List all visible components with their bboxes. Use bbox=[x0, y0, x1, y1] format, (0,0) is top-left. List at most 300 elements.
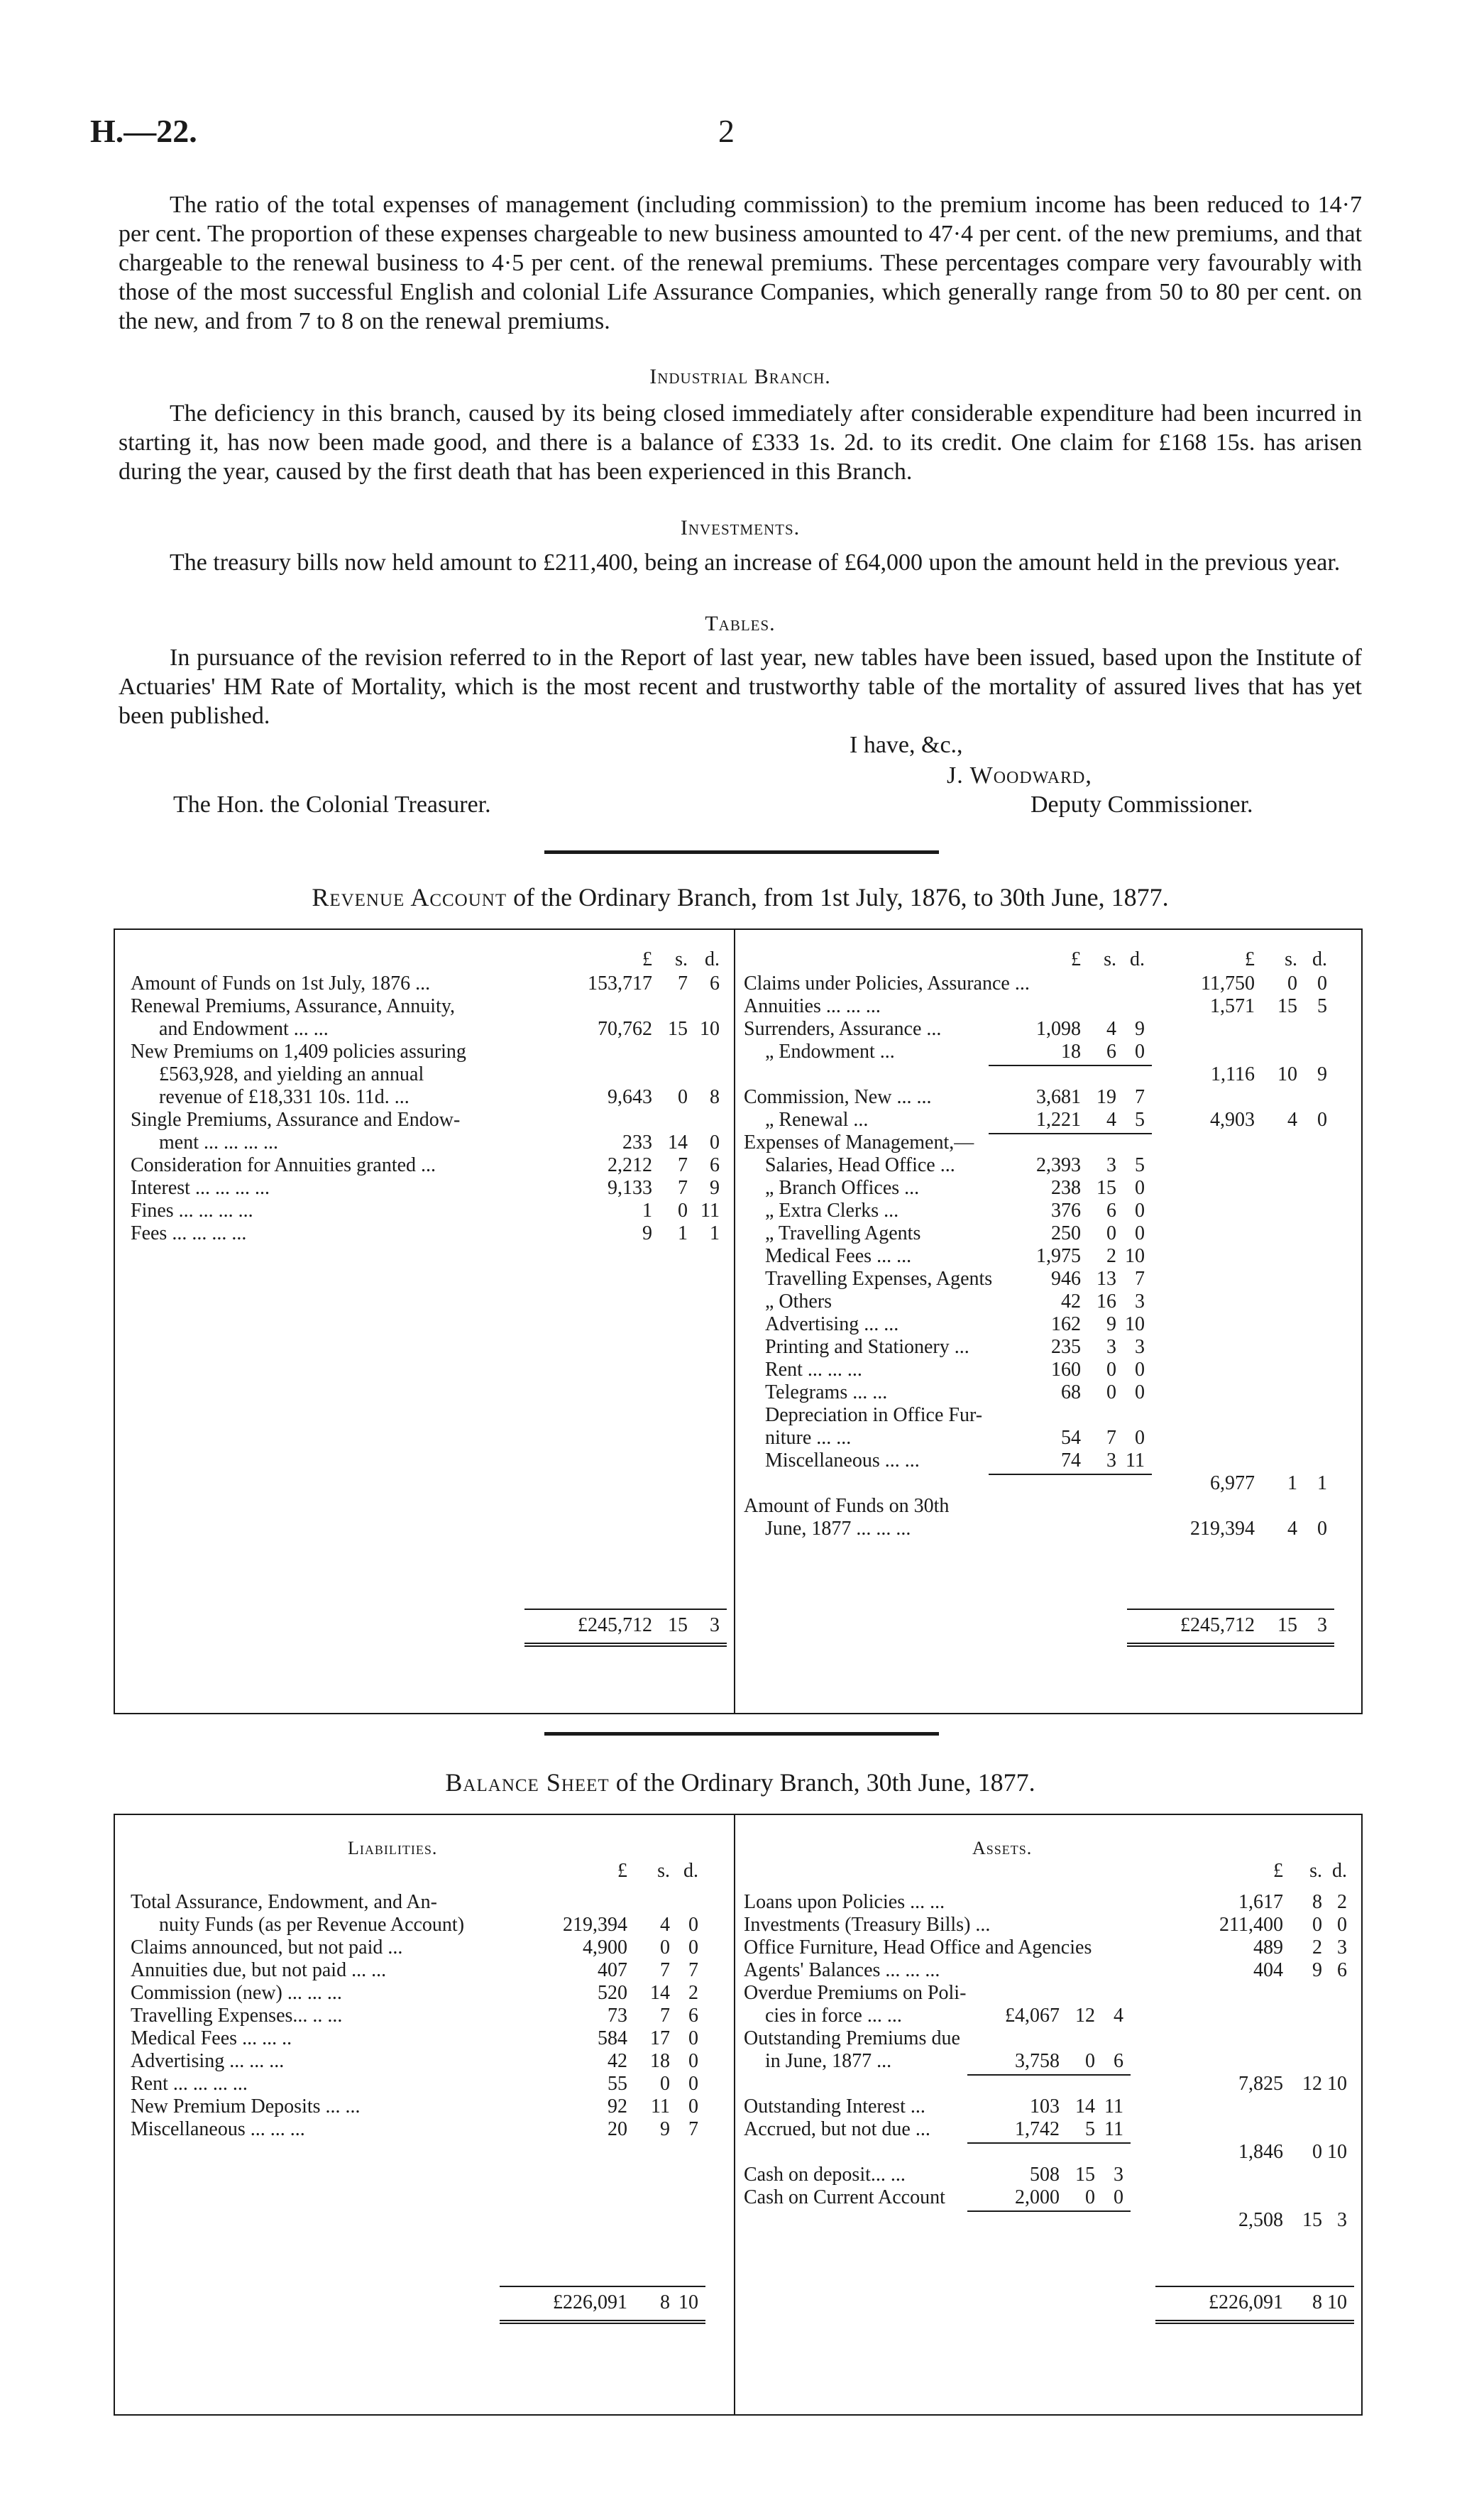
ledger-label: Renewal Premiums, Assurance, Annuity, bbox=[131, 995, 456, 1017]
ledger-row bbox=[131, 2050, 727, 2073]
total-double-rule bbox=[1155, 2320, 1354, 2324]
amount-pounds: £4,067 bbox=[1005, 2005, 1060, 2027]
ledger-label: Annuities due, but not paid ... ... bbox=[131, 1959, 387, 1981]
amount-pounds: 68 bbox=[1061, 1381, 1081, 1403]
subtotal-pence: 6 bbox=[1337, 1959, 1347, 1981]
amount-pence: 0 bbox=[1135, 1359, 1145, 1381]
ledger-label: „ Extra Clerks ... bbox=[765, 1200, 899, 1222]
amount-pounds: 42 bbox=[1061, 1291, 1081, 1313]
ledger-label: Agents' Balances ... ... ... bbox=[744, 1959, 940, 1981]
paragraph-text: The ratio of the total expenses of management (including commission) to the premium income has been reduced to 14·7 per cent. The proportion of these expenses chargeable to new business amounted to 47·4 per cent. of the new premiums, and that chargeable to the renewal business to 4·5 per cent. of the renewal premiums. These percentages compare very favourably with those of the most successful English and colonial Life Assurance Companies, which generally range from 50 to 80 per cent. on the new, and from 7 to 8 on the renewal premiums. bbox=[119, 192, 1362, 334]
amount-shillings: 7 bbox=[660, 1959, 670, 1981]
amount-pounds: 508 bbox=[1030, 2164, 1060, 2186]
ledger-label: New Premium Deposits ... ... bbox=[131, 2095, 361, 2117]
amount-shillings: 3 bbox=[1106, 1154, 1116, 1176]
amount-shillings: 0 bbox=[1085, 2050, 1095, 2072]
amount-shillings: 7 bbox=[678, 972, 688, 995]
currency-pound-header: £ bbox=[1245, 948, 1255, 970]
amount-pounds: 160 bbox=[1051, 1359, 1081, 1381]
amount-pence: 8 bbox=[710, 1086, 720, 1108]
ledger-row bbox=[744, 1063, 1354, 1086]
total-pounds: £245,712 bbox=[578, 1614, 652, 1636]
subtotal-shillings: 4 bbox=[1287, 1109, 1297, 1131]
amount-pounds: 4,900 bbox=[583, 1936, 627, 1958]
amount-pence: 7 bbox=[1135, 1086, 1145, 1108]
amount-shillings: 0 bbox=[678, 1086, 688, 1108]
currency-pence-header: d. bbox=[705, 948, 720, 970]
amount-shillings: 14 bbox=[1075, 2095, 1095, 2117]
balance-liabilities-side bbox=[131, 1860, 727, 2406]
ledger-row bbox=[744, 1222, 1354, 1245]
ledger-label: Expenses of Management,— bbox=[744, 1132, 974, 1154]
ledger-row bbox=[131, 2073, 727, 2095]
ledger-label: revenue of £18,331 10s. 11d. ... bbox=[159, 1086, 410, 1108]
amount-pounds: 3,758 bbox=[1015, 2050, 1060, 2072]
amount-pounds: 55 bbox=[608, 2073, 627, 2095]
amount-pence: 6 bbox=[1114, 2050, 1123, 2072]
ledger-row bbox=[744, 1268, 1354, 1291]
ledger-label: „ Travelling Agents bbox=[765, 1222, 921, 1244]
ledger-row bbox=[744, 1041, 1354, 1063]
amount-pounds: 103 bbox=[1030, 2095, 1060, 2117]
amount-pounds: 584 bbox=[598, 2027, 627, 2049]
ledger-row bbox=[744, 2027, 1354, 2050]
subtotal-pounds: 1,116 bbox=[1211, 1063, 1255, 1085]
ledger-label: Advertising ... ... bbox=[765, 1313, 899, 1335]
total-shillings: 8 bbox=[660, 2291, 670, 2313]
ledger-row bbox=[744, 1427, 1354, 1450]
total-rule bbox=[1155, 2286, 1354, 2287]
ledger-row bbox=[131, 1222, 727, 1245]
amount-pence: 6 bbox=[710, 1154, 720, 1176]
ledger-label: Amount of Funds on 30th bbox=[744, 1495, 950, 1517]
amount-shillings: 16 bbox=[1096, 1291, 1116, 1313]
subtotal-shillings: 15 bbox=[1302, 2209, 1322, 2231]
amount-pounds: 1 bbox=[642, 1200, 652, 1222]
section-divider bbox=[544, 850, 939, 854]
amount-shillings: 6 bbox=[1106, 1041, 1116, 1063]
subtotal-pounds: 4,903 bbox=[1210, 1109, 1255, 1131]
ledger-label: Amount of Funds on 1st July, 1876 ... bbox=[131, 972, 431, 995]
ledger-label: in June, 1877 ... bbox=[765, 2050, 892, 2072]
subtotal-pence: 0 bbox=[1317, 1518, 1327, 1540]
ledger-row bbox=[744, 1336, 1354, 1359]
amount-pence: 6 bbox=[710, 972, 720, 995]
amount-pounds: 74 bbox=[1061, 1450, 1081, 1472]
addressee: The Hon. the Colonial Treasurer. bbox=[173, 791, 491, 818]
ledger-label: „ Others bbox=[765, 1291, 832, 1313]
paragraph-text: In pursuance of the revision referred to in the Report of last year, new tables have been issued, based upon the Institute of Actuaries' HM Rate of Mortality, which is the most recent and trustworthy table of the mortality of assured lives that has yet been published. bbox=[119, 645, 1362, 729]
currency-pence-header: d. bbox=[1130, 948, 1145, 970]
amount-pence: 0 bbox=[710, 1132, 720, 1154]
ledger-row bbox=[744, 2186, 1354, 2209]
ledger-label: „ Branch Offices ... bbox=[765, 1177, 920, 1199]
amount-pence: 9 bbox=[1135, 1018, 1145, 1040]
ledger-label: Telegrams ... ... bbox=[765, 1381, 888, 1403]
ledger-label: Loans upon Policies ... ... bbox=[744, 1891, 945, 1913]
assets-heading: Assets. bbox=[972, 1838, 1033, 1858]
ledger-row bbox=[131, 2005, 727, 2027]
balance-title-caps: Balance Sheet bbox=[445, 1768, 610, 1797]
amount-shillings: 4 bbox=[1106, 1018, 1116, 1040]
ledger-label: Salaries, Head Office ... bbox=[765, 1154, 955, 1176]
amount-shillings: 0 bbox=[1106, 1359, 1116, 1381]
ledger-label: Interest ... ... ... ... bbox=[131, 1177, 270, 1199]
amount-shillings: 2 bbox=[1106, 1245, 1116, 1267]
amount-pounds: 42 bbox=[608, 2050, 627, 2072]
total-pence: 10 bbox=[678, 2291, 698, 2313]
ledger-row bbox=[744, 1404, 1354, 1427]
ledger-row bbox=[131, 2095, 727, 2118]
ledger-row bbox=[744, 972, 1354, 995]
amount-pounds: 2,212 bbox=[608, 1154, 652, 1176]
amount-shillings: 14 bbox=[668, 1132, 688, 1154]
amount-shillings: 5 bbox=[1085, 2118, 1095, 2140]
ledger-row bbox=[744, 1109, 1354, 1132]
subtotal-shillings: 2 bbox=[1312, 1936, 1322, 1958]
subtotal-shillings: 12 bbox=[1302, 2073, 1322, 2095]
ledger-row bbox=[131, 2027, 727, 2050]
ledger-label: £563,928, and yielding an annual bbox=[159, 1063, 424, 1085]
balance-column-divider bbox=[734, 1814, 735, 2416]
subtotal-shillings: 0 bbox=[1312, 1914, 1322, 1936]
subtotal-shillings: 9 bbox=[1312, 1959, 1322, 1981]
heading-investments: Investments. bbox=[680, 516, 801, 539]
currency-pence-header: d. bbox=[1312, 948, 1327, 970]
subtotal-pounds: 1,571 bbox=[1210, 995, 1255, 1017]
amount-pence: 3 bbox=[1135, 1291, 1145, 1313]
currency-pound-header: £ bbox=[1071, 948, 1081, 970]
amount-shillings: 1 bbox=[678, 1222, 688, 1244]
amount-pence: 0 bbox=[1135, 1200, 1145, 1222]
currency-shilling-header: s. bbox=[675, 948, 688, 970]
ledger-label: Fees ... ... ... ... bbox=[131, 1222, 247, 1244]
currency-pence-header: d. bbox=[683, 1860, 698, 1882]
ledger-row bbox=[744, 1959, 1354, 1982]
subtotal-pence: 10 bbox=[1327, 2073, 1347, 2095]
total-double-rule bbox=[524, 1643, 727, 1647]
ledger-label: Depreciation in Office Fur- bbox=[765, 1404, 983, 1426]
subtotal-pence: 10 bbox=[1327, 2141, 1347, 2163]
amount-pence: 4 bbox=[1114, 2005, 1123, 2027]
total-pence: 10 bbox=[1327, 2291, 1347, 2313]
ledger-label: Overdue Premiums on Poli- bbox=[744, 1982, 967, 2004]
balance-assets-side bbox=[744, 1860, 1354, 2406]
amount-pence: 0 bbox=[1135, 1041, 1145, 1063]
amount-shillings: 0 bbox=[660, 2073, 670, 2095]
ledger-label: Medical Fees ... ... .. bbox=[131, 2027, 292, 2049]
amount-shillings: 7 bbox=[678, 1177, 688, 1199]
amount-pounds: 70,762 bbox=[598, 1018, 652, 1040]
amount-shillings: 0 bbox=[1085, 2186, 1095, 2208]
amount-shillings: 3 bbox=[1106, 1450, 1116, 1472]
amount-pence: 7 bbox=[1135, 1268, 1145, 1290]
report-paragraph-3 bbox=[119, 548, 1362, 577]
subtotal-pounds: 7,825 bbox=[1238, 2073, 1283, 2095]
total-pence: 3 bbox=[1317, 1614, 1327, 1636]
ledger-label: Commission (new) ... ... ... bbox=[131, 1982, 342, 2004]
currency-pound-header: £ bbox=[642, 948, 652, 970]
ledger-row bbox=[744, 2209, 1354, 2232]
amount-shillings: 14 bbox=[650, 1982, 670, 2004]
subtotal-pence: 2 bbox=[1337, 1891, 1347, 1913]
subtotal-pence: 9 bbox=[1317, 1063, 1327, 1085]
paragraph-text: The treasury bills now held amount to £211,400, being an increase of £64,000 upon the amount held in the previous year. bbox=[170, 549, 1341, 576]
ledger-row bbox=[744, 1450, 1354, 1472]
amount-shillings: 9 bbox=[1106, 1313, 1116, 1335]
amount-pounds: 250 bbox=[1051, 1222, 1081, 1244]
ledger-label: Rent ... ... ... bbox=[765, 1359, 862, 1381]
amount-pounds: 3,681 bbox=[1036, 1086, 1081, 1108]
amount-pounds: 54 bbox=[1061, 1427, 1081, 1449]
ledger-row bbox=[744, 2050, 1354, 2073]
amount-pounds: 2,000 bbox=[1015, 2186, 1060, 2208]
ledger-label: „ Endowment ... bbox=[765, 1041, 895, 1063]
ledger-label: Consideration for Annuities granted ... bbox=[131, 1154, 436, 1176]
amount-shillings: 9 bbox=[660, 2118, 670, 2140]
ledger-label: Travelling Expenses... .. ... bbox=[131, 2005, 343, 2027]
ledger-row bbox=[744, 1154, 1354, 1177]
amount-pence: 0 bbox=[1135, 1222, 1145, 1244]
amount-shillings: 19 bbox=[1096, 1086, 1116, 1108]
ledger-row bbox=[131, 1200, 727, 1222]
ledger-label: Fines ... ... ... ... bbox=[131, 1200, 253, 1222]
ledger-row bbox=[131, 972, 727, 995]
subtotal-shillings: 15 bbox=[1277, 995, 1297, 1017]
currency-shilling-header: s. bbox=[1285, 948, 1297, 970]
amount-pence: 0 bbox=[688, 1914, 698, 1936]
subtotal-pounds: 211,400 bbox=[1219, 1914, 1283, 1936]
amount-pounds: 153,717 bbox=[588, 972, 652, 995]
currency-shilling-header: s. bbox=[1104, 948, 1116, 970]
ledger-label: June, 1877 ... ... ... bbox=[765, 1518, 911, 1540]
amount-pounds: 1,742 bbox=[1015, 2118, 1060, 2140]
amount-pounds: 18 bbox=[1061, 1041, 1081, 1063]
subtotal-shillings: 8 bbox=[1312, 1891, 1322, 1913]
total-pounds: £226,091 bbox=[1209, 2291, 1283, 2313]
amount-pounds: 1,221 bbox=[1036, 1109, 1081, 1131]
revenue-column-divider bbox=[734, 928, 735, 1714]
report-paragraph-1 bbox=[119, 190, 1362, 336]
amount-pounds: 233 bbox=[622, 1132, 652, 1154]
amount-pounds: 235 bbox=[1051, 1336, 1081, 1358]
total-shillings: 8 bbox=[1312, 2291, 1322, 2313]
ledger-label: cies in force ... ... bbox=[765, 2005, 902, 2027]
currency-pound-header: £ bbox=[1273, 1860, 1283, 1882]
amount-shillings: 15 bbox=[1096, 1177, 1116, 1199]
amount-pence: 0 bbox=[688, 1936, 698, 1958]
ledger-row bbox=[744, 1313, 1354, 1336]
amount-pence: 7 bbox=[688, 1959, 698, 1981]
ledger-row bbox=[131, 1891, 727, 1914]
amount-shillings: 18 bbox=[650, 2050, 670, 2072]
ledger-label: Total Assurance, Endowment, and An- bbox=[131, 1891, 437, 1913]
page-number: 2 bbox=[718, 113, 735, 149]
ledger-label: Surrenders, Assurance ... bbox=[744, 1018, 942, 1040]
amount-pence: 0 bbox=[688, 2027, 698, 2049]
amount-pence: 10 bbox=[700, 1018, 720, 1040]
total-double-rule bbox=[500, 2320, 705, 2324]
amount-pounds: 9,133 bbox=[608, 1177, 652, 1199]
ledger-row bbox=[744, 1891, 1354, 1914]
ledger-label: Medical Fees ... ... bbox=[765, 1245, 912, 1267]
amount-pence: 3 bbox=[1135, 1336, 1145, 1358]
ledger-row bbox=[131, 1132, 727, 1154]
amount-pounds: 9 bbox=[642, 1222, 652, 1244]
signature-name: J. Woodward, bbox=[947, 762, 1092, 789]
total-double-rule bbox=[1127, 1643, 1334, 1647]
ledger-row bbox=[131, 1914, 727, 1936]
ledger-row bbox=[131, 1177, 727, 1200]
ledger-label: Cash on Current Account bbox=[744, 2186, 945, 2208]
amount-pence: 0 bbox=[1135, 1177, 1145, 1199]
ledger-label: Miscellaneous ... ... ... bbox=[131, 2118, 305, 2140]
ledger-label: Claims announced, but not paid ... bbox=[131, 1936, 403, 1958]
ledger-row bbox=[131, 1018, 727, 1041]
subtotal-shillings: 4 bbox=[1287, 1518, 1297, 1540]
balance-title-rest: of the Ordinary Branch, 30th June, 1877. bbox=[615, 1768, 1035, 1797]
amount-shillings: 4 bbox=[660, 1914, 670, 1936]
paragraph-text: The deficiency in this branch, caused by its being closed immediately after considerable expenditure had been incurred in starting it, has now been made good, and there is a balance of £333 1s. 2d. to its credit. One claim for £168 15s. has arisen during the year, caused by the first death that has been experienced in this Branch. bbox=[119, 400, 1362, 485]
subtotal-pence: 0 bbox=[1317, 972, 1327, 995]
ledger-row bbox=[131, 1959, 727, 1982]
amount-pence: 11 bbox=[1104, 2118, 1123, 2140]
ledger-row bbox=[744, 2164, 1354, 2186]
amount-pence: 0 bbox=[688, 2073, 698, 2095]
currency-pence-header: d. bbox=[1332, 1860, 1347, 1882]
ledger-row bbox=[744, 1936, 1354, 1959]
report-paragraph-4 bbox=[119, 643, 1362, 730]
currency-shilling-header: s. bbox=[657, 1860, 670, 1882]
amount-pounds: 520 bbox=[598, 1982, 627, 2004]
signatory-title: Deputy Commissioner. bbox=[1030, 791, 1253, 818]
amount-pounds: 1,975 bbox=[1036, 1245, 1081, 1267]
amount-pounds: 9,643 bbox=[608, 1086, 652, 1108]
total-rule bbox=[1127, 1609, 1334, 1610]
amount-pounds: 238 bbox=[1051, 1177, 1081, 1199]
subtotal-shillings: 0 bbox=[1287, 972, 1297, 995]
total-shillings: 15 bbox=[1277, 1614, 1297, 1636]
amount-shillings: 0 bbox=[678, 1200, 688, 1222]
ledger-row bbox=[744, 1018, 1354, 1041]
subtotal-pence: 0 bbox=[1317, 1109, 1327, 1131]
ledger-row bbox=[131, 1154, 727, 1177]
subtotal-pounds: 404 bbox=[1253, 1959, 1283, 1981]
subtotal-pence: 3 bbox=[1337, 1936, 1347, 1958]
subtotal-pence: 0 bbox=[1337, 1914, 1347, 1936]
ledger-label: Claims under Policies, Assurance ... bbox=[744, 972, 1030, 995]
ledger-label: Investments (Treasury Bills) ... bbox=[744, 1914, 991, 1936]
amount-shillings: 7 bbox=[1106, 1427, 1116, 1449]
ledger-label: ment ... ... ... ... bbox=[159, 1132, 278, 1154]
ledger-label: Single Premiums, Assurance and Endow- bbox=[131, 1109, 461, 1131]
amount-pence: 7 bbox=[688, 2118, 698, 2140]
ledger-label: niture ... ... bbox=[765, 1427, 852, 1449]
ledger-row bbox=[744, 1291, 1354, 1313]
subtotal-shillings: 10 bbox=[1277, 1063, 1297, 1085]
amount-shillings: 6 bbox=[1106, 1200, 1116, 1222]
revenue-title-caps: Revenue Account bbox=[312, 883, 507, 911]
ledger-label: Outstanding Premiums due bbox=[744, 2027, 960, 2049]
ledger-row bbox=[744, 1200, 1354, 1222]
amount-pence: 10 bbox=[1125, 1245, 1145, 1267]
revenue-payments-side bbox=[744, 948, 1354, 1701]
amount-pence: 10 bbox=[1125, 1313, 1145, 1335]
ledger-row bbox=[744, 2073, 1354, 2095]
amount-shillings: 7 bbox=[660, 2005, 670, 2027]
ledger-row bbox=[744, 995, 1354, 1018]
ledger-row bbox=[744, 1914, 1354, 1936]
amount-shillings: 0 bbox=[1106, 1222, 1116, 1244]
ledger-row bbox=[744, 2118, 1354, 2141]
ledger-label: and Endowment ... ... bbox=[159, 1018, 329, 1040]
amount-pounds: 376 bbox=[1051, 1200, 1081, 1222]
amount-shillings: 0 bbox=[1106, 1381, 1116, 1403]
heading-industrial-branch: Industrial Branch. bbox=[649, 365, 831, 388]
amount-pence: 5 bbox=[1135, 1109, 1145, 1131]
currency-shilling-header: s. bbox=[1309, 1860, 1322, 1882]
ledger-label: Accrued, but not due ... bbox=[744, 2118, 930, 2140]
subtotal-pounds: 6,977 bbox=[1210, 1472, 1255, 1494]
amount-pounds: 1,098 bbox=[1036, 1018, 1081, 1040]
amount-pence: 0 bbox=[1135, 1427, 1145, 1449]
amount-pence: 5 bbox=[1135, 1154, 1145, 1176]
amount-pence: 1 bbox=[710, 1222, 720, 1244]
amount-pence: 0 bbox=[688, 2050, 698, 2072]
subtotal-pence: 1 bbox=[1317, 1472, 1327, 1494]
amount-pounds: 92 bbox=[608, 2095, 627, 2117]
subtotal-pounds: 219,394 bbox=[1190, 1518, 1255, 1540]
ledger-row bbox=[131, 2118, 727, 2141]
closing-salutation: I have, &c., bbox=[850, 732, 963, 758]
ledger-label: Rent ... ... ... ... bbox=[131, 2073, 248, 2095]
ledger-label: Cash on deposit... ... bbox=[744, 2164, 906, 2186]
amount-pounds: 2,393 bbox=[1036, 1154, 1081, 1176]
total-pounds: £226,091 bbox=[553, 2291, 627, 2313]
total-pence: 3 bbox=[710, 1614, 720, 1636]
subtotal-pounds: 1,617 bbox=[1238, 1891, 1283, 1913]
amount-shillings: 12 bbox=[1075, 2005, 1095, 2027]
liabilities-heading: Liabilities. bbox=[348, 1838, 438, 1858]
ledger-row bbox=[744, 1177, 1354, 1200]
subtotal-pence: 5 bbox=[1317, 995, 1327, 1017]
ledger-row bbox=[744, 1982, 1354, 2005]
ledger-label: Printing and Stationery ... bbox=[765, 1336, 969, 1358]
revenue-account-title bbox=[90, 882, 1390, 912]
amount-pence: 3 bbox=[1114, 2164, 1123, 2186]
ledger-row bbox=[744, 1381, 1354, 1404]
balance-sheet-title bbox=[90, 1768, 1390, 1797]
amount-pence: 11 bbox=[700, 1200, 720, 1222]
ledger-row bbox=[744, 1132, 1354, 1154]
amount-pence: 0 bbox=[688, 2095, 698, 2117]
amount-pounds: 407 bbox=[598, 1959, 627, 1981]
amount-shillings: 3 bbox=[1106, 1336, 1116, 1358]
amount-pounds: 162 bbox=[1051, 1313, 1081, 1335]
subtotal-pounds: 2,508 bbox=[1238, 2209, 1283, 2231]
currency-pound-header: £ bbox=[617, 1860, 627, 1882]
ledger-row bbox=[131, 1936, 727, 1959]
ledger-row bbox=[744, 1472, 1354, 1495]
total-pounds: £245,712 bbox=[1180, 1614, 1255, 1636]
amount-pence: 2 bbox=[688, 1982, 698, 2004]
ledger-label: Commission, New ... ... bbox=[744, 1086, 932, 1108]
ledger-row bbox=[744, 1245, 1354, 1268]
subtotal-pounds: 1,846 bbox=[1238, 2141, 1283, 2163]
subtotal-pence: 3 bbox=[1337, 2209, 1347, 2231]
subtotal-shillings: 0 bbox=[1312, 2141, 1322, 2163]
ledger-label: Travelling Expenses, Agents bbox=[765, 1268, 993, 1290]
